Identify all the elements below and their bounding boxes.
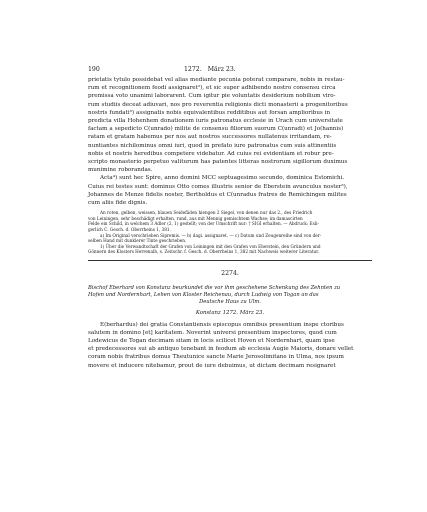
note-line: selben Hand mit dunklerer Tinte geschrieben. [88, 238, 187, 244]
text-line: coram nobis fratribus domus Theutunice sancte Marie Jerosolimitane in Ulma, nos ipsum [88, 354, 344, 361]
regest-line: Deutsche Haus zu Ulm. [199, 299, 261, 306]
note-line: von Leiningen, sehr beschädigt erhalten, rund, aus mit Mennig gemischtem Wachse; im damascirten [88, 215, 303, 221]
regest [88, 285, 372, 307]
text-line: premissa voto unanimi laborarent. Cum igitur pie voluntatis desiderium nobilium viro- [88, 93, 336, 100]
acta-line: cum aliis fide dignis. [88, 200, 148, 207]
footnotes [88, 210, 372, 255]
text-line: salutem in domino [et] karitatem. Noverint universi presentium inspectores, quod cum [88, 329, 337, 336]
text-line: nobis et nostris heredibus competere videbatur. Ad cuius rei evidentiam et robur pre- [88, 150, 334, 157]
section-divider [88, 260, 372, 261]
note-line: gerlich C. Gesch. d. Oberrheins 1, 381. [88, 227, 171, 233]
text-line: scripto monasterio perpetuo valiturum has patentes litteras nostrorum sigillorum duximus [88, 159, 348, 166]
note-line: a) Im Original verschrieben Sipremis. — b) dagi. assignaret. — c) Datum und Zeugenreihe sind von der- [100, 232, 322, 238]
acta-line: Acta⁴) sunt hec Spire, anno domini MCC septuagesimo secundo, dominica Estomichi. [100, 175, 345, 182]
text-line: et predecessores sui ab antiquo tenebant in feodum ab ecclesia Augie Maioris, donare vellet [88, 346, 354, 353]
page-number: 190 [88, 66, 100, 73]
header-year: 1272. [184, 66, 202, 73]
page-header [88, 66, 372, 73]
text-line: ratam et gratam habemus per nos aut nostros successores nullatenus irritandam, re- [88, 134, 332, 141]
document-text [88, 321, 372, 370]
text-line: prietatis tytulo possidebat vel alias mediante pecunia poterat comparare, nobis in restau- [88, 77, 345, 83]
text-line: rum et recognitionem feodi assignaret²), et sic super adhibendo nostro consensu circa [88, 85, 336, 92]
header-date: März 23. [207, 66, 236, 73]
regest-line: Bischof Eberhard von Konstanz beurkundet die vor ihm geschehene Schenkung des Zehnten zu [88, 285, 341, 291]
text-line: nostris fundati³) assignatis nobis equivalentibus redditibus aut forsan amplioribus in [88, 109, 331, 116]
note-line: Felde ein Schild, in welchem 3 Adler (2, 1) gestellt; von der Umschrift nur: † SIGI erhalten. — Abdruck: Esli- [88, 221, 319, 227]
text-line: munimine roborandas. [88, 167, 153, 174]
note-line: Gönnern des Klosters Herrenalb, s. Zeitschr. f. Gesch. d. Oberrheins 1, 382 mit Nachweis weiterer Literatur. [88, 249, 320, 255]
document-number: 2274. [221, 270, 239, 277]
text-line: factam a sepedicto C(unrado) milite de consensu filiorum suorum C(unradi) et Jo(hannis) [88, 126, 344, 133]
text-line: predicta villa Hohenhem donationem iuris patronatus ecclesie in Urach cum universitate [88, 118, 343, 125]
regest-line: Hofen und Nordernhart, Lehen von Kloster Reichenau, durch Ludwig von Togan an das [88, 292, 319, 299]
text-line: Lodewicus de Togan decimam sitam in locis scilicet Hoven et Nordernhart, quam ipse [88, 338, 335, 345]
text-line: movere et inducere nitebamur, prout de iure debuimus, ut dictam decimam resignaret [88, 362, 336, 369]
note-line: 1) Über die Verwandtschaft der Grafen von Leiningen mit den Grafen von Eberstein, den Gründern und [100, 243, 321, 249]
text-line: rum studiis deceat adiuvari, nos pro reverentia religionis dicti monasterii a progenitoribus [88, 101, 348, 108]
note-line: An roten, gelben, weissen, blauen Seidefäden hiengen 2 Siegel, von denen nur das 2., des Friedrich [100, 210, 313, 216]
place-date: Konstanz 1272. März 23. [195, 309, 265, 316]
text-line: E(berhardus) dei gratia Constantiensis episcopus omnibus presentium inspe ctoribus [100, 321, 344, 328]
text-line: nuntiantes nichilominus omni iuri, quod in prefato iure patronatus cum suis attinentiis [88, 142, 337, 149]
acta-line: Johannes de Menze fidelis noster, Bertholdus et C(unradus fratres de Remichingen milites [88, 191, 347, 198]
main-text [88, 76, 372, 207]
acta-line: Cuius rei testes sunt: dominus Otto comes illustris senior de Eberstein avunculus noster⁵), [88, 183, 348, 190]
